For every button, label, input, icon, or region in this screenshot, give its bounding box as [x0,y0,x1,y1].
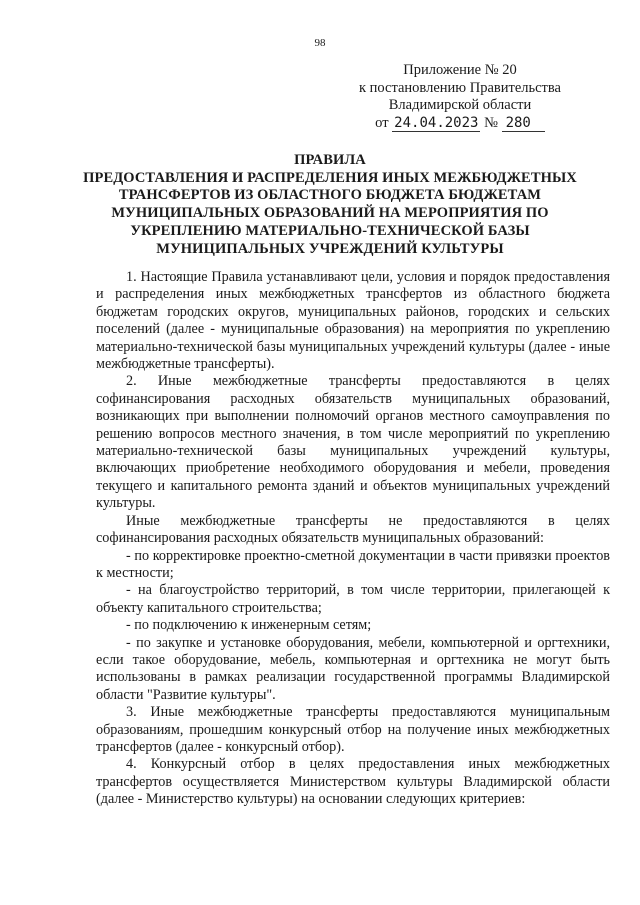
paragraph-1: 1. Настоящие Правила устанавливают цели, условия и порядок предоставления и распределения иных межбюджетных трансфертов из областного бюджета бюджетам городских округов, муниципальных районов, городских и сельских поселений (далее - муниципальные образования) на мероприятия по укреплению материально-технической базы муниципальных учреждений культуры (далее - иные межбюджетные трансферты). [96,269,610,373]
exclusion-item: - на благоустройство территорий, в том числе территории, прилегающей к объекту капитального строительства; [96,582,610,616]
document-title [80,152,580,258]
exclusion-item: - по корректировке проектно-сметной документации в части привязки проектов к местности; [96,547,610,581]
paragraph-4: 4. Конкурсный отбор в целях предоставления иных межбюджетных трансфертов осуществляется Министерством культуры Владимирской области (далее - Министерство культуры) на основании следующих критериев: [96,756,610,808]
title-line: МУНИЦИПАЛЬНЫХ ОБРАЗОВАНИЙ НА МЕРОПРИЯТИЯ ПО [111,205,549,222]
page-number: 98 [314,37,326,49]
decree-date: 24.04.2023 [394,114,479,131]
title-line: ТРАНСФЕРТОВ ИЗ ОБЛАСТНОГО БЮДЖЕТА БЮДЖЕТАМ [118,187,542,204]
exclusion-item: - по закупке и установке оборудования, мебели, компьютерной и оргтехники, если такое оборудование, мебель, компьютерная и оргтехника не могут быть использованы в рамках реализации государственной программы Владимирской области "Развитие культуры". [96,634,610,703]
paragraph-3: 3. Иные межбюджетные трансферты предоставляются муниципальным образованиям, прошедшим конкурсный отбор на получение иных межбюджетных трансфертов (далее - конкурсный отбор). [96,704,610,755]
title-heading: ПРАВИЛА [294,152,366,168]
exclusion-item: - по подключению к инженерным сетям; [126,617,372,634]
paragraph-exclusions-intro: Иные межбюджетные трансферты не предоставляются в целях софинансирования расходных обязательств муниципальных образований: [96,512,610,547]
appendix-title: Приложение № 20 [403,62,517,78]
number-prefix: № [484,114,498,131]
document-body [96,269,610,809]
title-line: ПРЕДОСТАВЛЕНИЯ И РАСПРЕДЕЛЕНИЯ ИНЫХ МЕЖБЮДЖЕТНЫХ [83,169,577,186]
appendix-region: Владимирской области [388,97,532,113]
title-line: УКРЕПЛЕНИЮ МАТЕРИАЛЬНО-ТЕХНИЧЕСКОЙ БАЗЫ [130,222,530,239]
appendix-decree: к постановлению Правительства [359,79,561,96]
paragraph-2: 2. Иные межбюджетные трансферты предоставляются в целях софинансирования расходных обязательств муниципальных образований, возникающих при выполнении полномочий органов местного самоуправления по решению вопросов местного значения, в том числе мероприятий по укреплению материально-технической базы муниципальных учреждений культуры, включающих приобретение необходимого оборудования и мебели, проведения текущего и капитального ремонта зданий и объектов муниципальных учреждений культуры. [96,373,610,512]
date-prefix: от [375,114,389,131]
appendix-block [330,62,590,132]
appendix-date-number [330,115,590,133]
title-line: МУНИЦИПАЛЬНЫХ УЧРЕЖДЕНИЙ КУЛЬТУРЫ [156,240,504,257]
decree-number: 280 [502,115,545,132]
